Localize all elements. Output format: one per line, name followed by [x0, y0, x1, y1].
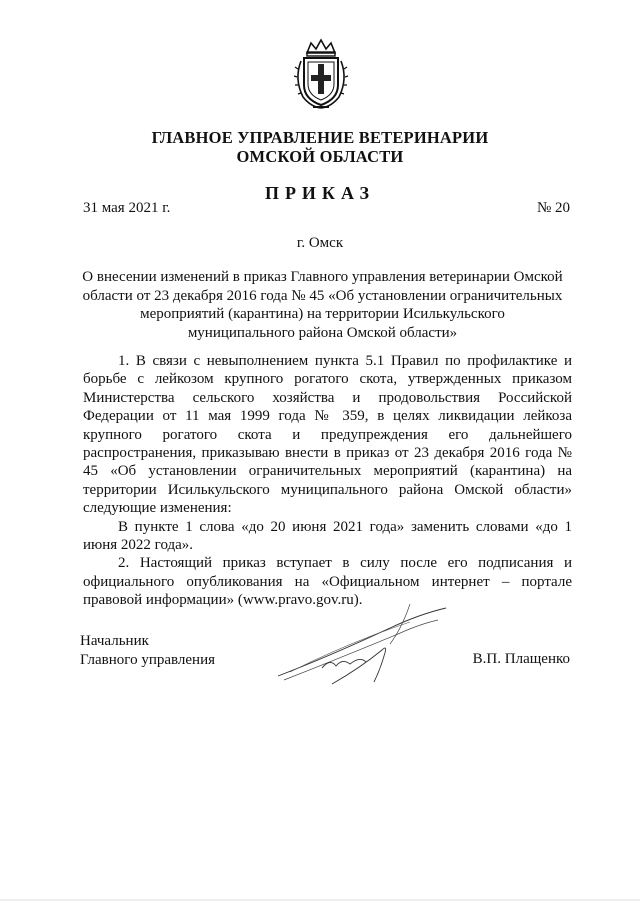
subject-line: мероприятий (карантина) на территории Исилькульского	[140, 306, 505, 323]
position-line: Начальник	[80, 633, 149, 649]
order-body	[83, 352, 572, 610]
scan-edge-line	[0, 896, 640, 905]
agency-name-line2: ОМСКОЙ ОБЛАСТИ	[236, 147, 404, 166]
coat-of-arms-icon	[291, 37, 351, 111]
subject-line: муниципального района Омской области»	[187, 324, 458, 341]
position-line: Главного управления	[80, 652, 215, 668]
order-subject	[70, 268, 575, 342]
body-paragraph-1: 1. В связи с невыполнением пункта 5.1 Правил по профилактике и борьбе с лейкозом крупного рогатого скота, утвержденных приказом Министерства сельского хозяйства и продовольствия Российской Федерации от 11 мая 1999 года № 359, в целях ликвидации лейкоза крупного рогатого скота и предупреждения его дальнейшего распространения, приказываю внести в приказ от 23 декабря 2016 года № 45 «Об установлении ограничительных мероприятий (карантина) на территории Исилькульского муниципального района Омской области» следующие изменения:	[83, 353, 572, 517]
agency-name-line1: ГЛАВНОЕ УПРАВЛЕНИЕ ВЕТЕРИНАРИИ	[151, 128, 489, 147]
order-number: № 20	[536, 200, 570, 216]
signatory-name: В.П. Плащенко	[472, 651, 570, 667]
handwritten-signature	[270, 598, 450, 698]
subject-line: области от 23 декабря 2016 года № 45 «Об установлении ограничительных	[82, 287, 563, 304]
document-title: ПРИКАЗ	[264, 183, 376, 203]
order-city: г. Омск	[296, 235, 344, 251]
order-date: 31 мая 2021 г.	[83, 200, 171, 216]
body-paragraph-2: В пункте 1 слова «до 20 июня 2021 года» заменить словами «до 1 июня 2022 года».	[83, 518, 572, 554]
body-paragraph-3: 2. Настоящий приказ вступает в силу после его подписания и официального опубликования на «Официальном интернет – портале правовой информации» (www.pravo.gov.ru).	[83, 555, 572, 609]
signatory-position	[80, 632, 215, 670]
subject-line: О внесении изменений в приказ Главного управления ветеринарии Омской	[82, 269, 563, 285]
